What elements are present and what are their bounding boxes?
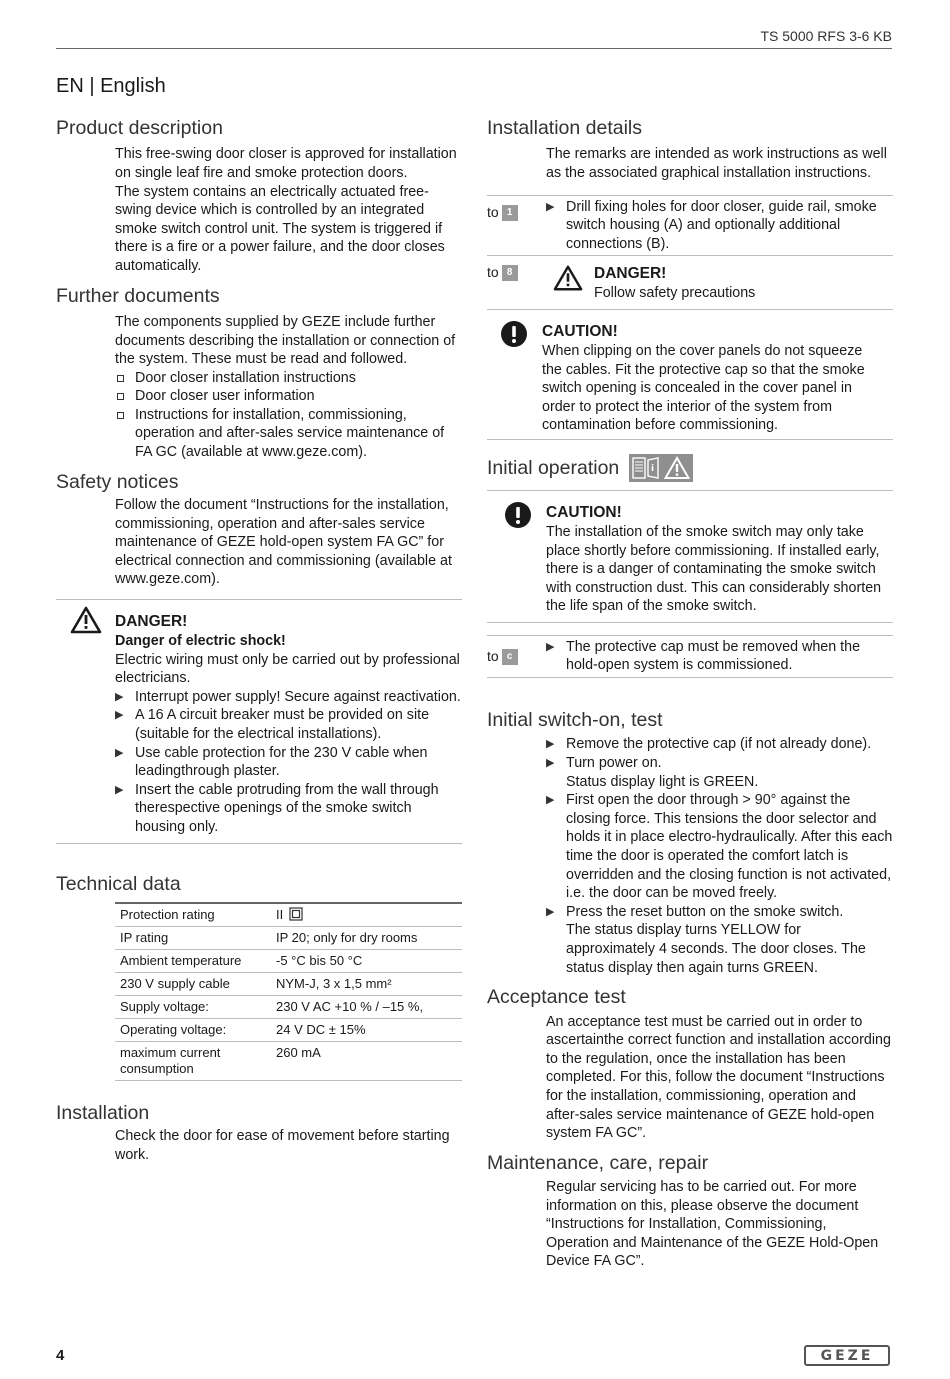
table-key: maximum current consumption <box>115 1041 271 1080</box>
list-item: ▶ Interrupt power supply! Secure against reactivation. <box>115 688 462 707</box>
warning-triangle-icon <box>664 456 690 480</box>
manual-icon <box>632 456 662 480</box>
caution-title: CAUTION! <box>546 503 622 521</box>
figure-badge: 8 <box>502 265 518 281</box>
paragraph: Regular servicing has to be carried out. For more information on this, please observe the document “Instructions for Installation, Commissioning, Operation and Maintenance of the GEZE Hold-Open Device FA GC”. <box>546 1179 879 1270</box>
section-title: Installation <box>56 1101 150 1124</box>
table-value: 230 V AC +10 % / –15 %, <box>271 995 462 1018</box>
list-item: ▶ A 16 A circuit breaker must be provided on site (suitable for the electrical installations). <box>115 706 462 743</box>
list-item: ▶ Turn power on. Status display light is GREEN. <box>546 754 893 791</box>
acceptance-test-section <box>487 985 893 1143</box>
danger-title: DANGER! <box>115 613 188 630</box>
paragraph: This free-swing door closer is approved for installation on single leaf fire and smoke protection doors. <box>115 146 457 181</box>
list-item: ▶ The protective cap must be removed when the hold-open system is commissioned. <box>546 638 893 675</box>
step-reference: to c <box>487 648 518 665</box>
table-row <box>115 1041 462 1080</box>
list-item: Instructions for installation, commissioning, operation and after-sales service maintenance of FA GC (available at www.geze.com). <box>115 406 462 462</box>
technical-data-section <box>56 872 462 1081</box>
step-list <box>546 638 893 675</box>
table-value: 260 mA <box>271 1041 462 1080</box>
table-value: -5 °C bis 50 °C <box>271 949 462 972</box>
step-reference: to 1 <box>487 204 518 221</box>
section-title: Initial operation i <box>487 454 893 482</box>
paragraph: When clipping on the cover panels do not squeeze the cables. Fit the protective cap so that the smoke switch opening is concealed in the cover panel in order to protect the interior of the system from contamination before commissioning. <box>542 342 865 434</box>
danger-box <box>56 599 462 844</box>
table-value: II <box>276 906 284 922</box>
warning-triangle-icon <box>70 606 102 634</box>
paragraph: The components supplied by GEZE include further documents describing the installation or connection of the system. These must be read and followed. <box>115 313 456 368</box>
list-item: ▶ Remove the protective cap (if not already done). <box>546 735 893 754</box>
figure-badge: 1 <box>502 205 518 221</box>
table-key: Protection rating <box>115 903 271 927</box>
installation-section <box>56 1101 462 1165</box>
document-list <box>115 369 462 462</box>
section-title: Maintenance, care, repair <box>487 1151 709 1174</box>
table-value: 24 V DC ± 15% <box>271 1018 462 1041</box>
table-key: Operating voltage: <box>115 1018 271 1041</box>
paragraph: The system contains an electrically actuated free-swing device which is controlled by an integrated smoke switch control unit. The system is triggered if there is a fire or a power failure, and the door closes automatically. <box>115 183 445 274</box>
danger-list <box>115 688 462 837</box>
safety-notices-section <box>56 470 462 589</box>
section-title: Safety notices <box>56 470 179 493</box>
list-item: ▶ Drill fixing holes for door closer, guide rail, smoke switch housing (A) and optionally additional connections (B). <box>546 198 893 254</box>
table-key: Supply voltage: <box>115 995 271 1018</box>
paragraph: Check the door for ease of movement before starting work. <box>115 1128 450 1163</box>
table-value: NYM-J, 3 x 1,5 mm² <box>271 972 462 995</box>
header-rule <box>56 48 892 49</box>
figure-badge: c <box>502 649 518 665</box>
step-reference: to 8 <box>487 264 518 281</box>
table-row <box>115 1018 462 1041</box>
step-row-c <box>487 635 893 678</box>
paragraph: Follow safety precautions <box>594 285 756 302</box>
step-row-1 <box>487 195 893 256</box>
protection-class-icon <box>289 907 303 921</box>
operation-symbols-icon <box>629 454 693 482</box>
installation-details-section <box>487 116 893 183</box>
danger-subtitle: Danger of electric shock! <box>115 633 286 649</box>
exclamation-circle-icon <box>504 501 532 529</box>
table-row <box>115 972 462 995</box>
paragraph: Electric wiring must only be carried out by professional electricians. <box>115 651 460 687</box>
paragraph: An acceptance test must be carried out in order to ascertainthe correct function and installation according to the regulation, once the installation has been completed. For this, follow the document “Instructions for the installation, commissioning, operation and after-sales service maintenance of GEZE hold-open system FA GC”. <box>546 1013 891 1142</box>
page-number: 4 <box>56 1347 65 1364</box>
product-description-section <box>56 116 462 276</box>
technical-data-table <box>115 902 462 1081</box>
further-documents-section <box>56 284 462 462</box>
language-heading: EN | English <box>56 75 166 97</box>
step-row-8 <box>487 255 893 309</box>
table-row <box>115 995 462 1018</box>
list-item: ▶ Use cable protection for the 230 V cable when leadingthrough plaster. <box>115 744 462 781</box>
section-title: Initial switch-on, test <box>487 709 663 732</box>
maintenance-section <box>487 1151 893 1271</box>
list-item: ▶ Insert the cable protruding from the wall through therespective openings of the smoke switch housing only. <box>115 781 462 837</box>
exclamation-circle-icon <box>500 320 528 348</box>
list-item: Door closer installation instructions <box>115 369 462 388</box>
left-column <box>56 116 462 1172</box>
paragraph: Follow the document “Instructions for the installation, commissioning, operation and after-sales service maintenance of GEZE hold-open system FA GC” for electrical connection and commissioning (available at www.geze.com). <box>115 497 452 588</box>
svg-text:i: i <box>650 463 654 474</box>
table-value: IP 20; only for dry rooms <box>271 926 462 949</box>
list-item: Door closer user information <box>115 387 462 406</box>
caution-box <box>487 490 893 623</box>
geze-logo: GEZE <box>804 1345 890 1366</box>
table-key: IP rating <box>115 926 271 949</box>
section-title: Acceptance test <box>487 986 626 1009</box>
section-title: Technical data <box>56 872 181 895</box>
switch-on-list <box>546 735 893 977</box>
table-key: Ambient temperature <box>115 949 271 972</box>
table-key: 230 V supply cable <box>115 972 271 995</box>
table-row <box>115 903 462 927</box>
right-column <box>487 116 893 1279</box>
caution-title: CAUTION! <box>542 322 618 340</box>
section-title: Further documents <box>56 284 220 307</box>
danger-title: DANGER! <box>594 265 667 283</box>
table-value-cell <box>271 903 462 927</box>
paragraph: The installation of the smoke switch may only take place shortly before commissioning. If installed early, there is a danger of contaminating the smoke switch with construction dust. This can considerably shorten the life span of the smoke switch. <box>546 523 882 615</box>
warning-triangle-icon <box>553 264 583 292</box>
caution-box <box>487 309 893 440</box>
step-list <box>546 198 893 254</box>
initial-switch-on-section <box>487 708 893 977</box>
table-row <box>115 949 462 972</box>
section-title: Product description <box>56 117 223 139</box>
document-title: TS 5000 RFS 3-6 KB <box>760 28 892 44</box>
list-item: ▶ First open the door through > 90° against the closing force. This tensions the door selector and holds it in place electro-hydraulically. After this each time the door is operated the comfort latch is overridden and the closing function is not activated, i.e. the door can be moved freely. <box>546 791 893 903</box>
initial-operation-section <box>487 454 893 482</box>
section-title: Installation details <box>487 117 643 139</box>
paragraph: The remarks are intended as work instructions as well as the associated graphical installation instructions. <box>546 146 887 181</box>
table-row <box>115 926 462 949</box>
list-item: ▶ Press the reset button on the smoke switch. The status display turns YELLOW for approximately 4 seconds. The door closes. The status display then again turns GREEN. <box>546 903 893 977</box>
